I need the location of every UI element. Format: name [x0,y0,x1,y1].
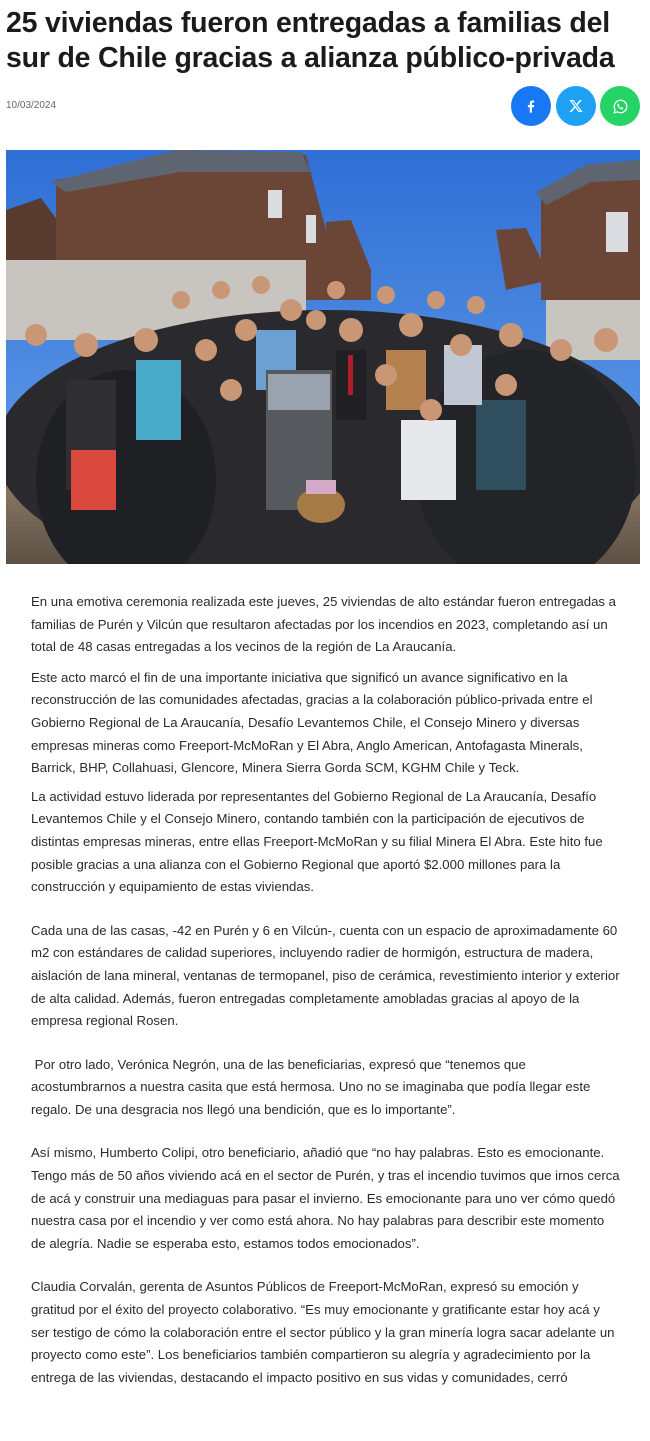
paragraph: Por otro lado, Verónica Negrón, una de las beneficiarias, expresó que “tenemos que acostumbrarnos a nuestra casita que está hermosa. Uno no se imaginaba que podía llegar este regalo. De una desgracia nos llegó una bendición, que es lo importante”. [31,1056,595,1117]
whatsapp-share-button[interactable] [600,86,640,126]
paragraph: Claudia Corvalán, gerenta de Asuntos Públicos de Freeport-McMoRan, expresó su emoción y gratitud por el éxito del proyecto colaborativo. “Es muy emocionante y gratificante estar hoy acá y ser testigo de cómo la colaboración entre el sector público y la gran minería logra sacar adelante un proyecto como este”. Los beneficiarios también compartieron su alegría y agradecimiento por la entrega de las viviendas, destacando el impacto positivo en sus vidas y comunidades, cerró [31,1279,615,1385]
article-photo [6,150,640,564]
x-share-button[interactable] [556,86,596,126]
paragraph: En una emotiva ceremonia realizada este jueves, 25 viviendas de alto estándar fueron entregadas a familias de Purén y Vilcún que resultaron afectadas por los incendios en 2023, completando así un total de 48 casas entregadas a los vecinos de la región de La Araucanía. [31,594,617,655]
facebook-share-button[interactable] [511,86,551,126]
whatsapp-icon [612,98,629,115]
paragraph: Este acto marcó el fin de una importante iniciativa que significó un avance significativo en la reconstrucción de las comunidades afectadas, gracias a la colaboración público-privada entre el Gobierno Regional de La Araucanía, Desafío Levantemos Chile, el Consejo Minero y diversas empresas mineras como Freeport-McMoRan y El Abra, Anglo American, Antofagasta Minerals, Barrick, BHP, Collahuasi, Glencore, Minera Sierra Gorda SCM, KGHM Chile y Teck. [31,669,593,776]
paragraph: La actividad estuvo liderada por representantes del Gobierno Regional de La Araucanía, Desafío Levantemos Chile y el Consejo Minero, contando también con la participación de ejecutivos de distintas empresas mineras, entre ellas Freeport-McMoRan y su filial Minera El Abra. Este hito fue posible gracias a una alianza con el Gobierno Regional que aportó $2.000 millones para la construcción y equipamiento de estas viviendas. [31,788,603,895]
article-date: 10/03/2024 [6,100,57,111]
paragraph: Cada una de las casas, -42 en Purén y 6 en Vilcún-, cuenta con un espacio de aproximadamente 60 m2 con estándares de calidad superiores, incluyendo radier de hormigón, estructura de madera, aislación de lana mineral, ventanas de termopanel, piso de cerámica, revestimiento interior y exterior de alta calidad. Además, fueron entregadas completamente amobladas gracias al apoyo de la empresa regional Rosen. [31,922,620,1029]
article-title: 25 viviendas fueron entregadas a familias del sur de Chile gracias a alianza público-privada [6,7,615,74]
share-buttons [511,86,641,126]
paragraph: Así mismo, Humberto Colipi, otro beneficiario, añadió que “no hay palabras. Esto es emocionante. Tengo más de 50 años viviendo acá en el sector de Purén, y tras el incendio tuvimos que irnos cerca de acá y construir una mediaguas para pasar el invierno. Es emocionante para uno ver cómo quedó nuestra casa por el incendio y ver como está ahora. No hay palabras para describir este momento de alegría. Nadie se esperaba esto, estamos todos emocionados”. [31,1145,620,1251]
article-body [31,591,621,1389]
facebook-icon [523,98,539,114]
x-icon [568,98,584,114]
